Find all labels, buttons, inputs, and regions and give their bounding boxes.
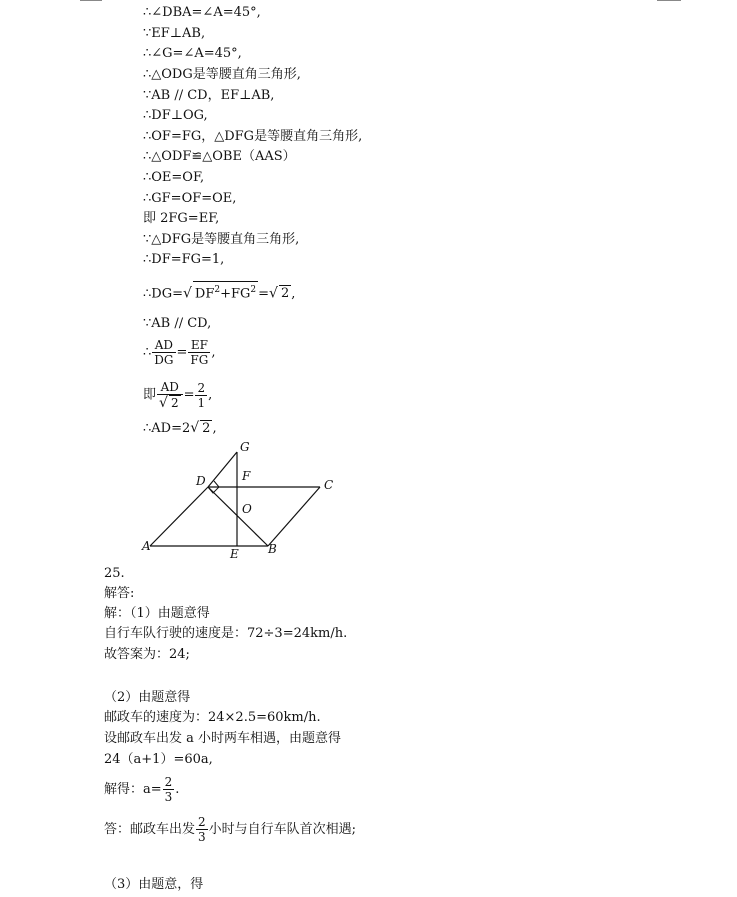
fraction-ad-dg: $\frac{AD}{DG}$ xyxy=(154,338,174,367)
label-b: B xyxy=(268,542,277,556)
fraction-two-thirds: $\frac{2}{3}$ xyxy=(164,775,173,804)
fraction-2-1: $\frac{2}{1}$ xyxy=(197,380,206,410)
ratio-line: ∴ $\frac{AD}{DG}$ = $\frac{EF}{FG}$ , xyxy=(143,338,216,367)
parallel-line: ∵AB // CD, xyxy=(143,316,212,331)
part1-line: 解：（1）由题意得 xyxy=(104,606,210,621)
answer-line: 答：邮政车出发 $\frac{2}{3}$ 小时与自行车队首次相遇; xyxy=(104,815,357,844)
proof-line: ∴GF=OF=OE, xyxy=(143,191,237,206)
solve-line: 解得：a= $\frac{2}{3}$ . xyxy=(104,775,180,804)
header-rule-right xyxy=(657,0,681,1)
proof-line: ∴OF=FG，△DFG是等腰直角三角形, xyxy=(143,129,363,144)
label-c: C xyxy=(324,478,334,492)
proof-line: ∴DF⊥OG, xyxy=(143,108,208,123)
label-g: G xyxy=(240,440,250,454)
proof-line: ∵△DFG是等腰直角三角形, xyxy=(143,232,300,247)
label-d: D xyxy=(196,474,206,488)
dg-prefix: ∴DG= xyxy=(143,286,183,302)
label-e: E xyxy=(230,547,239,561)
proof-line: ∵EF⊥AB, xyxy=(143,26,206,41)
proof-line: ∴∠DBA=∠A=45°, xyxy=(143,5,261,20)
proof-line: ∴DF=FG=1, xyxy=(143,252,225,267)
proof-line: ∴OE=OF, xyxy=(143,170,205,185)
dg-formula-line: ∴DG=√ $DF^2+FG^2$ =√ 2 , xyxy=(143,281,295,302)
header-rule-left xyxy=(80,0,102,1)
segment-gd xyxy=(208,452,237,487)
part3-line: （3）由题意，得 xyxy=(104,877,204,892)
segment-db xyxy=(208,487,268,546)
dg-result: 2 xyxy=(280,286,290,302)
fraction-ad-root2: $\frac{AD}{√ 2}$ xyxy=(157,380,183,410)
proof-line: ∴△ODG是等腰直角三角形, xyxy=(143,67,301,82)
fraction-ef-fg: $\frac{EF}{FG}$ xyxy=(190,338,209,367)
ad-result-line: ∴AD=2√ 2 , xyxy=(143,420,217,436)
label-f: F xyxy=(242,469,251,483)
fraction-two-thirds: $\frac{2}{3}$ xyxy=(198,815,206,844)
proof-line: ∴∠G=∠A=45°, xyxy=(143,46,242,61)
proof-line: ∵AB // CD，EF⊥AB, xyxy=(143,88,275,103)
answer-label: 解答: xyxy=(104,586,135,601)
proof-line: 即 2FG=EF, xyxy=(143,211,220,226)
radical-sign: √ xyxy=(269,285,278,302)
part1-line: 自行车队行驶的速度是：72÷3=24km/h. xyxy=(104,626,348,641)
part2-line: （2）由题意得 xyxy=(104,690,191,705)
geometry-figure xyxy=(138,440,348,562)
dg-radicand: $DF^2+FG^2$ xyxy=(193,281,258,302)
part2-line: 设邮政车出发 a 小时两车相遇，由题意得 xyxy=(104,731,342,746)
label-a: A xyxy=(142,539,151,553)
radical-sign: √ xyxy=(182,285,192,302)
question-number: 25. xyxy=(104,566,125,581)
segment-cb xyxy=(268,487,320,546)
part2-line: 24（a+1）=60a, xyxy=(104,752,213,767)
part2-line: 邮政车的速度为：24×2.5=60km/h. xyxy=(104,710,321,725)
ratio2-line: 即 $\frac{AD}{√ 2}$ = $\frac{2}{1}$ , xyxy=(143,380,213,411)
segment-ad xyxy=(150,487,208,546)
part1-line: 故答案为：24; xyxy=(104,647,190,662)
label-o: O xyxy=(242,502,252,516)
proof-line: ∴△ODF≌△OBE（AAS） xyxy=(143,149,296,164)
